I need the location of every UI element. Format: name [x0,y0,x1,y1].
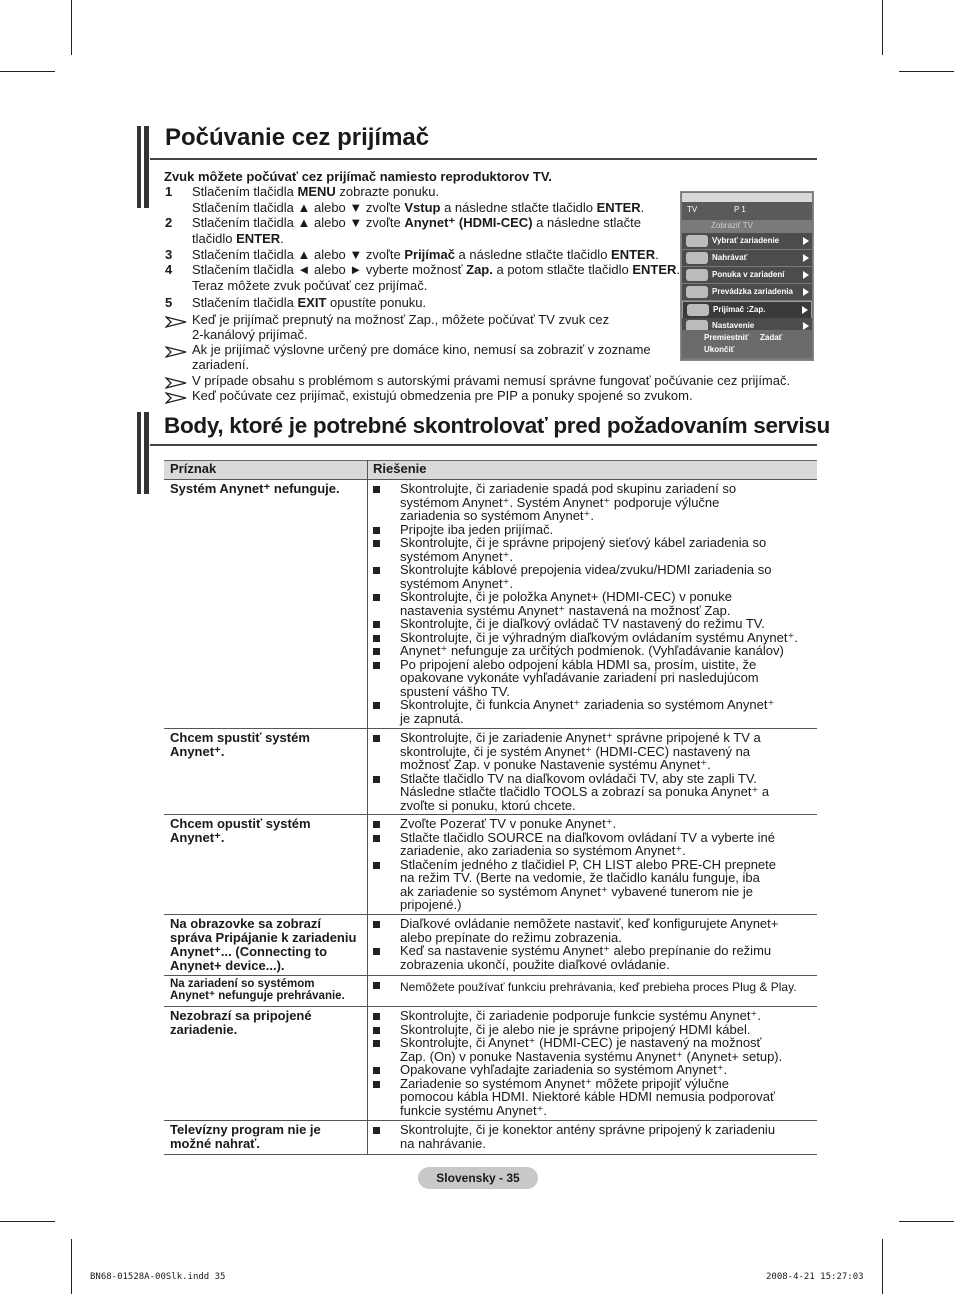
menu-item-label: Nastavenie [712,321,755,330]
bullet-icon [373,821,380,828]
crop-mark [882,0,883,55]
crop-mark [882,1239,883,1294]
solution-text: Stlačte tlačidlo TV na diaľkovom ovládači TV, aby ste zapli TV. [400,770,757,786]
chevron-right-icon [803,254,809,262]
solution-text: Skontrolujte káblové prepojenia videa/zvuku/HDMI zariadenia so [400,562,772,577]
text-run: ENTER [632,262,677,277]
step-number: 4 [165,262,173,277]
text-run: zobrazte ponuku. [335,184,440,199]
menu-item [682,284,812,300]
print-date: 2008-4-21 15:27:03 [766,1272,864,1282]
solution-text: Zap. (On) v ponuke Nastavenia systému Anynet⁺ (Anynet+ setup). [400,1048,783,1064]
note-text: Keď počúvate cez prijímač, existujú obmedzenia pre PIP a ponuky spojené so zvukom. [192,388,693,403]
text-run: opustíte ponuku. [326,295,427,310]
solution-text: zobrazenia ukončí, použite diaľkové ovládanie. [400,956,670,972]
symptom-text: správa Pripájanie k zariadeniu [170,930,357,945]
note-arrow-icon [165,345,187,357]
heading-bar [137,126,141,208]
text-run: ENTER [611,247,656,262]
menu-item [682,233,812,249]
note-text: Ak je prijímač výslovne určený pre domáce kino, nemusí sa zobraziť v zozname [192,342,651,357]
bullet-icon [373,1027,380,1034]
bullet-icon [373,540,380,547]
bullet-icon [373,635,380,642]
solution-text: alebo prepínate do režimu zobrazenia. [400,929,622,945]
bullet-icon [373,776,380,783]
table-row-divider [164,479,817,480]
text-run: a potom stlačte tlačidlo [492,262,633,277]
menu-item [682,250,812,266]
solution-text: Pripojte iba jeden prijímač. [400,521,554,537]
osd-menu [680,191,814,361]
note-text: zariadení. [192,357,250,372]
crop-mark [71,1239,72,1294]
menu-tv-label: TV [687,205,698,214]
solution-text: Stlačením jedného z tlačidiel P, CH LIST alebo PRE-CH prepnete [400,856,776,872]
menu-exit: Ukončiť [704,345,735,354]
solution-text: Skontrolujte, či Anynet⁺ (HDMI-CEC) je nastavený na možnosť [400,1035,762,1050]
note-arrow-icon [165,376,187,388]
table-row-divider [164,1006,817,1007]
menu-item-icon [686,286,708,298]
table-row-divider [164,975,817,976]
bullet-icon [373,862,380,869]
solution-text: možnosť Zap. v ponuke Nastavenie systému Anynet⁺. [400,757,711,772]
solution-text: zariadenia so systémom Anynet⁺. [400,508,595,523]
heading-rule [150,158,817,160]
bullet-icon [373,1040,380,1047]
crop-mark [0,1221,55,1222]
solution-text: opakovane vykonáte vyhľadávanie zariadení pri nasledujúcom [400,670,759,685]
note-arrow-icon [165,315,187,327]
solution-text: Diaľkové ovládanie nemôžete nastaviť, keď konfigurujete Anynet+ [400,916,779,931]
solution-text: Skontrolujte, či zariadenie podporuje funkcie systému Anynet⁺. [400,1008,761,1023]
bullet-icon [373,921,380,928]
note-text: 2-kanálový prijímač. [192,327,308,342]
menu-item-label: Nahrávať [712,253,748,262]
col-header-symptom: Príznak [170,461,217,476]
chevron-right-icon [802,306,808,314]
note-text: Keď je prijímač prepnutý na možnosť Zap., môžete počúvať TV zvuk cez [192,312,610,327]
solution-text: Skontrolujte, či je alebo nie je správne pripojený HDMI kábel. [400,1021,751,1037]
symptom-text: Systém Anynet⁺ nefunguje. [170,481,340,496]
col-header-solution: Riešenie [373,461,427,476]
text-run: Stlačením tlačidla ◄ alebo ► vyberte možnosť [192,262,467,277]
solution-text: Zariadenie so systémom Anynet⁺ môžete pripojiť výlučne [400,1075,729,1091]
crop-mark [899,1221,954,1222]
text-run: Zap. [466,262,493,277]
solution-text: Stlačte tlačidlo SOURCE na diaľkovom ovládaní TV a vyberte iné [400,829,775,845]
symptom-text: Anynet+ device...). [170,958,285,973]
symptom-text: Na obrazovke sa zobrazí [170,916,321,931]
note-arrow-icon [165,391,187,403]
solution-text: Zvoľte Pozerať TV v ponuke Anynet⁺. [400,816,617,831]
section-title: Počúvanie cez prijímač [165,124,430,151]
bullet-icon [373,702,380,709]
solution-text: Skontrolujte, či je diaľkový ovládač TV nastavený do režimu TV. [400,616,765,631]
text-run: ENTER [236,231,281,246]
text-run: Teraz môžete zvuk počúvať cez prijímač. [192,278,428,293]
page-number: Slovensky - 35 [436,1171,520,1185]
bullet-icon [373,982,380,989]
symptom-text: Anynet⁺ nefunguje prehrávanie. [170,990,345,1002]
menu-item [682,267,812,283]
solution-text: Keď sa nastavenie systému Anynet⁺ alebo prepínanie do režimu [400,943,772,958]
menu-enter: Zadať [760,333,783,342]
table-row-divider [164,728,817,729]
text-run: Anynet⁺ (HDMI-CEC) [404,215,533,230]
solution-text: pripojené.) [400,897,462,912]
solution-text: systémom Anynet⁺. [400,548,514,564]
text-run: . [640,200,645,215]
solution-text: Následne stlačte tlačidlo TOOLS a zobrazí sa ponuka Anynet⁺ a [400,784,770,799]
crop-mark [71,0,72,55]
text-run: Prijímač [404,247,455,262]
heading-bar [144,412,149,494]
text-run: Vstup [404,200,441,215]
solution-text: Skontrolujte, či funkcia Anynet⁺ zariadenia so systémom Anynet⁺ [400,697,775,712]
symptom-text: Chcem opustiť systém [170,816,311,831]
crop-mark [899,71,954,72]
solution-text: funkcie systému Anynet⁺. [400,1102,548,1118]
bullet-icon [373,1013,380,1020]
menu-channel: P 1 [734,205,746,214]
text-run: MENU [297,184,336,199]
step-number: 3 [165,247,173,262]
bullet-icon [373,1127,380,1134]
chevron-right-icon [803,288,809,296]
solution-text: systémom Anynet⁺. Systém Anynet⁺ podporuje výlučne [400,494,720,510]
text-run: Stlačením tlačidla [192,184,298,199]
intro-text: Zvuk môžete počúvať cez prijímač namiesto reproduktorov TV. [164,169,552,184]
text-run: tlačidlo [192,231,237,246]
text-run: EXIT [297,295,327,310]
crop-mark [0,71,55,72]
symptom-text: Anynet⁺... (Connecting to [170,944,328,959]
heading-rule [150,444,817,446]
bullet-icon [373,527,380,534]
bullet-icon [373,735,380,742]
symptom-text: Nezobrazí sa pripojené [170,1008,312,1023]
text-run: Stlačením tlačidla [192,295,298,310]
file-name: BN68-01528A-00Slk.indd 35 [90,1272,226,1282]
step-text [192,296,426,310]
menu-item-icon [686,235,708,247]
chevron-right-icon [803,237,809,245]
symptom-text: Anynet⁺. [170,744,225,759]
solution-text: Skontrolujte, či zariadenie spadá pod skupinu zariadení so [400,481,737,496]
menu-title-bar [682,202,812,220]
menu-item-label: Ponuka v zariadení [712,270,785,279]
symptom-text: možné nahrať. [170,1136,261,1151]
symptom-text: Televízny program nie je [170,1122,321,1137]
note-text: V prípade obsahu s problémom s autorskými právami nemusí správne fungovať počúvanie cez prijímač. [192,373,791,388]
bullet-icon [373,948,380,955]
symptom-text: Na zariadení so systémom [170,978,315,990]
text-run: Stlačením tlačidla ▲ alebo ▼ zvoľte [192,215,405,230]
solution-text: Nemôžete používať funkciu prehrávania, keď prebieha proces Plug & Play. [400,980,797,994]
solution-text: pomocou kábla HDMI. Niektoré káble HDMI nemusia podporovať [400,1089,775,1104]
step-text [192,201,644,215]
solution-text: Skontrolujte, či je správne pripojený sieťový kábel zariadenia so [400,535,767,550]
step-text [192,248,659,262]
table-row-divider [164,914,817,915]
section-title: Body, ktoré je potrebné skontrolovať pred požadovaním servisu [164,413,830,438]
text-run: ENTER [596,200,641,215]
bullet-icon [373,621,380,628]
step-text [192,216,641,230]
step-text [192,279,427,293]
step-number: 2 [165,215,173,230]
menu-item-icon [687,304,709,316]
solution-text: nastavenia systému Anynet⁺ nastavená na možnosť Zap. [400,602,731,618]
solution-text: na režim TV. (Berte na vedomie, že tlačidlo kanálu funguje, iba [400,870,760,885]
bullet-icon [373,567,380,574]
menu-zobrazit: Zobraziť TV [711,221,753,230]
bullet-icon [373,662,380,669]
menu-item-label: Prevádzka zariadenia [712,287,793,296]
solution-text: spustení vášho TV. [400,683,510,699]
solution-text: skontrolujte, či je systém Anynet⁺ (HDMI-CEC) nastavený na [400,743,751,759]
solution-text: Skontrolujte, či je výhradným diaľkovým ovládaním systému Anynet⁺. [400,629,798,645]
menu-item [682,301,812,319]
text-run: Stlačením tlačidla ▲ alebo ▼ zvoľte [192,247,405,262]
text-run: a následne stlačte tlačidlo [440,200,597,215]
text-run: . [280,231,284,246]
heading-bar [144,126,149,208]
chevron-right-icon [803,271,809,279]
bullet-icon [373,648,380,655]
solution-text: zvoľte si ponuku, ktorú chcete. [400,797,576,813]
bullet-icon [373,1081,380,1088]
bullet-icon [373,486,380,493]
solution-text: na nahrávanie. [400,1135,487,1151]
menu-item-label: Prijímač :Zap. [713,305,766,314]
bullet-icon [373,1067,380,1074]
solution-text: systémom Anynet⁺. [400,575,514,591]
table-header [164,460,817,479]
solution-text: Po pripojení alebo odpojení kábla HDMI sa, prosím, uistite, že [400,656,757,672]
step-text [192,232,284,246]
step-text [192,185,439,199]
solution-text: Skontrolujte, či je zariadenie Anynet⁺ správne pripojené k TV a [400,730,761,745]
table-row-divider [164,1120,817,1121]
solution-text: Anynet⁺ nefunguje za určitých podmienok. (Vyhľadávanie kanálov) [400,643,784,658]
step-number: 5 [165,295,173,310]
symptom-text: Anynet⁺. [170,830,225,845]
text-run: a následne stlačte [532,215,641,230]
chevron-right-icon [803,322,809,330]
bullet-icon [373,594,380,601]
table-row-divider [164,1154,817,1155]
table-column-divider [367,460,368,1154]
menu-move: Premiestniť [704,333,749,342]
step-number: 1 [165,184,173,199]
text-run: . [655,247,659,262]
heading-bar [137,412,141,494]
solution-text: Skontrolujte, či je položka Anynet+ (HDMI-CEC) v ponuke [400,589,733,604]
text-run: . [676,262,681,277]
solution-text: Opakovane vyhľadajte zariadenia so systémom Anynet⁺. [400,1062,728,1077]
menu-footer [682,330,812,358]
symptom-text: zariadenie. [170,1022,238,1037]
table-row-divider [164,814,817,815]
text-run: Stlačením tlačidla ▲ alebo ▼ zvoľte [192,200,405,215]
solution-text: Skontrolujte, či je konektor antény správne pripojený k zariadeniu [400,1122,776,1137]
text-run: a následne stlačte tlačidlo [454,247,612,262]
symptom-text: Chcem spustiť systém [170,730,310,745]
menu-item-label: Vybrať zariadenie [712,236,780,245]
solution-text: zariadenie, ako zariadenia so systémom Anynet⁺. [400,843,686,858]
step-text [192,263,680,277]
solution-text: ak zariadenie so systémom Anynet⁺ vybavené tunerom nie je [400,883,753,899]
menu-item-icon [686,252,708,264]
solution-text: je zapnutá. [400,710,464,726]
menu-item-icon [686,269,708,281]
bullet-icon [373,835,380,842]
